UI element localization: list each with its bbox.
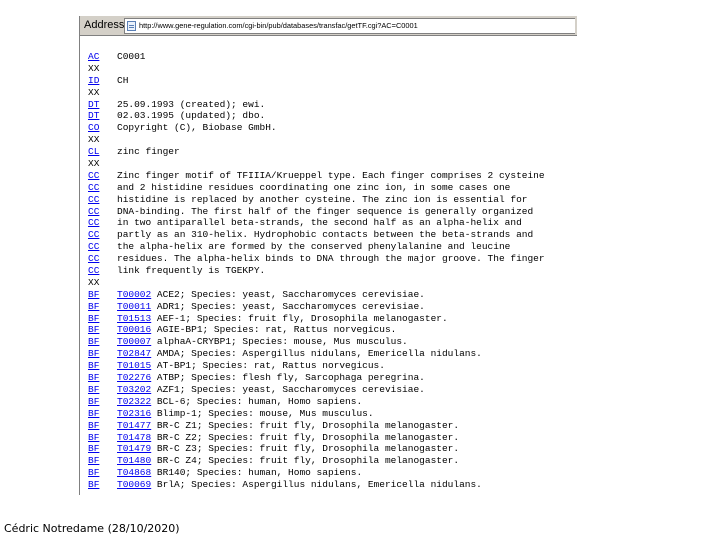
- field-code-link[interactable]: BF: [88, 467, 100, 479]
- record-line: [88, 360, 576, 372]
- accession-link[interactable]: T02276: [117, 372, 152, 384]
- footer-credit: Cédric Notredame (28/10/2020): [4, 522, 180, 535]
- field-code-link[interactable]: BF: [88, 288, 100, 300]
- factor-description: Blimp-1; Species: mouse, Mus musculus.: [156, 407, 374, 419]
- field-code-link[interactable]: CC: [88, 265, 100, 277]
- field-code-link[interactable]: CC: [88, 193, 100, 205]
- accession-link[interactable]: T01477: [117, 419, 152, 431]
- field-code-link[interactable]: BF: [88, 336, 100, 348]
- record-line: [88, 146, 576, 158]
- record-content: [88, 51, 576, 491]
- field-code-link[interactable]: CC: [88, 169, 100, 181]
- accession-link[interactable]: T01479: [117, 443, 152, 455]
- record-line: [88, 99, 576, 111]
- record-line: [88, 396, 576, 408]
- record-line: [88, 313, 576, 325]
- record-line: [88, 372, 576, 384]
- field-code-link[interactable]: BF: [88, 312, 100, 324]
- record-line: [88, 158, 576, 170]
- field-value: DNA-binding. The first half of the finger sequence is generally organized: [117, 205, 534, 217]
- record-line: [88, 122, 576, 134]
- accession-link[interactable]: T00002: [117, 288, 152, 300]
- factor-description: AMDA; Species: Aspergillus nidulans, Emericella nidulans.: [156, 348, 482, 360]
- field-code-link[interactable]: BF: [88, 407, 100, 419]
- factor-description: BrlA; Species: Aspergillus nidulans, Emericella nidulans.: [156, 479, 482, 491]
- record-line: [88, 265, 576, 277]
- field-value: CH: [117, 74, 129, 86]
- record-line: [88, 348, 576, 360]
- record-line: [88, 110, 576, 122]
- factor-description: AT-BP1; Species: rat, Rattus norvegicus.: [156, 360, 385, 372]
- factor-description: AEF-1; Species: fruit fly, Drosophila melanogaster.: [156, 312, 448, 324]
- accession-link[interactable]: T04868: [117, 467, 152, 479]
- factor-description: BR140; Species: human, Homo sapiens.: [156, 467, 363, 479]
- accession-link[interactable]: T02847: [117, 348, 152, 360]
- field-value: 02.03.1995 (updated); dbo.: [117, 110, 266, 122]
- field-code-link[interactable]: BF: [88, 419, 100, 431]
- record-line: [88, 324, 576, 336]
- field-code-link[interactable]: CO: [88, 122, 100, 134]
- field-code-link[interactable]: CL: [88, 146, 100, 158]
- record-line: [88, 408, 576, 420]
- factor-description: BR-C Z1; Species: fruit fly, Drosophila melanogaster.: [156, 419, 460, 431]
- record-line: [88, 87, 576, 99]
- field-code-link[interactable]: CC: [88, 241, 100, 253]
- record-line: [88, 229, 576, 241]
- accession-link[interactable]: T01513: [117, 312, 152, 324]
- field-value: Zinc finger motif of TFIIIA/Krueppel type. Each finger comprises 2 cysteine: [117, 169, 545, 181]
- factor-description: ADR1; Species: yeast, Saccharomyces cerevisiae.: [156, 300, 425, 312]
- field-code-link[interactable]: BF: [88, 431, 100, 443]
- address-bar: [80, 16, 577, 36]
- field-code-link[interactable]: CC: [88, 217, 100, 229]
- field-code-link[interactable]: BF: [88, 443, 100, 455]
- record-line: [88, 336, 576, 348]
- record-line: [88, 194, 576, 206]
- page-icon: [127, 21, 136, 31]
- field-code-link[interactable]: ID: [88, 74, 100, 86]
- record-line: [88, 217, 576, 229]
- field-code-link[interactable]: CC: [88, 205, 100, 217]
- record-line: [88, 170, 576, 182]
- field-value: zinc finger: [117, 146, 180, 158]
- field-code-link[interactable]: AC: [88, 51, 100, 62]
- record-line: [88, 467, 576, 479]
- record-line: [88, 420, 576, 432]
- field-code: XX: [88, 62, 100, 74]
- record-line: [88, 134, 576, 146]
- accession-link[interactable]: T00069: [117, 479, 152, 491]
- accession-link[interactable]: T00007: [117, 336, 152, 348]
- field-code-link[interactable]: CC: [88, 181, 100, 193]
- field-code: XX: [88, 276, 100, 288]
- factor-description: BR-C Z4; Species: fruit fly, Drosophila melanogaster.: [156, 455, 460, 467]
- field-value: and 2 histidine residues coordinating one zinc ion, in some cases one: [117, 181, 511, 193]
- field-value: histidine is replaced by another cysteine. The zinc ion is essential for: [117, 193, 528, 205]
- record-line: [88, 479, 576, 491]
- record-line: [88, 384, 576, 396]
- record-line: [88, 455, 576, 467]
- field-value: Copyright (C), Biobase GmbH.: [117, 122, 277, 134]
- field-code-link[interactable]: BF: [88, 348, 100, 360]
- factor-description: alphaA-CRYBP1; Species: mouse, Mus musculus.: [156, 336, 408, 348]
- field-code-link[interactable]: BF: [88, 479, 100, 491]
- accession-link[interactable]: T01478: [117, 431, 152, 443]
- record-line: [88, 301, 576, 313]
- address-url[interactable]: http://www.gene-regulation.com/cgi-bin/pub/databases/transfac/getTF.cgi?AC=C0001: [139, 21, 418, 30]
- field-value: link frequently is TGEKPY.: [117, 265, 266, 277]
- field-code: XX: [88, 158, 100, 170]
- factor-description: BCL-6; Species: human, Homo sapiens.: [156, 395, 363, 407]
- record-line: [88, 289, 576, 301]
- accession-link[interactable]: T03202: [117, 383, 152, 395]
- browser-window: [79, 16, 577, 495]
- field-code-link[interactable]: BF: [88, 360, 100, 372]
- field-value: partly as an 310-helix. Hydrophobic contacts between the beta-strands and: [117, 229, 534, 241]
- field-code-link[interactable]: BF: [88, 324, 100, 336]
- accession-link[interactable]: T00016: [117, 324, 152, 336]
- field-code-link[interactable]: BF: [88, 455, 100, 467]
- record-line: [88, 206, 576, 218]
- factor-description: ACE2; Species: yeast, Saccharomyces cerevisiae.: [156, 288, 425, 300]
- factor-description: ATBP; Species: flesh fly, Sarcophaga peregrina.: [156, 372, 425, 384]
- accession-link[interactable]: T02316: [117, 407, 152, 419]
- record-line: [88, 63, 576, 75]
- accession-link[interactable]: T01015: [117, 360, 152, 372]
- factor-description: BR-C Z2; Species: fruit fly, Drosophila melanogaster.: [156, 431, 460, 443]
- field-code-link[interactable]: BF: [88, 383, 100, 395]
- field-code-link[interactable]: CC: [88, 229, 100, 241]
- field-code-link[interactable]: BF: [88, 300, 100, 312]
- field-code-link[interactable]: BF: [88, 372, 100, 384]
- record-line: [88, 277, 576, 289]
- record-line: [88, 253, 576, 265]
- accession-link[interactable]: T02322: [117, 395, 152, 407]
- field-code-link[interactable]: BF: [88, 395, 100, 407]
- field-code-link[interactable]: DT: [88, 98, 100, 110]
- field-code-link[interactable]: CC: [88, 253, 100, 265]
- accession-link[interactable]: T00011: [117, 300, 152, 312]
- record-line: [88, 432, 576, 444]
- accession-link[interactable]: T01480: [117, 455, 152, 467]
- factor-description: AZF1; Species: yeast, Saccharomyces cerevisiae.: [156, 383, 425, 395]
- record-line: [88, 443, 576, 455]
- field-value: residues. The alpha-helix binds to DNA through the major groove. The finger: [117, 253, 545, 265]
- field-code-link[interactable]: DT: [88, 110, 100, 122]
- field-value: 25.09.1993 (created); ewi.: [117, 98, 266, 110]
- record-line: [88, 51, 576, 63]
- record-line: [88, 241, 576, 253]
- record-line: [88, 182, 576, 194]
- field-value: the alpha-helix are formed by the conserved phenylalanine and leucine: [117, 241, 511, 253]
- factor-description: AGIE-BP1; Species: rat, Rattus norvegicus.: [156, 324, 397, 336]
- record-line: [88, 75, 576, 87]
- field-code: XX: [88, 86, 100, 98]
- address-input[interactable]: [124, 18, 575, 34]
- factor-description: BR-C Z3; Species: fruit fly, Drosophila melanogaster.: [156, 443, 460, 455]
- field-value: in two antiparallel beta-strands, the second half as an alpha-helix and: [117, 217, 522, 229]
- field-value: C0001: [117, 51, 146, 62]
- address-label: Address: [84, 19, 125, 31]
- field-code: XX: [88, 134, 100, 146]
